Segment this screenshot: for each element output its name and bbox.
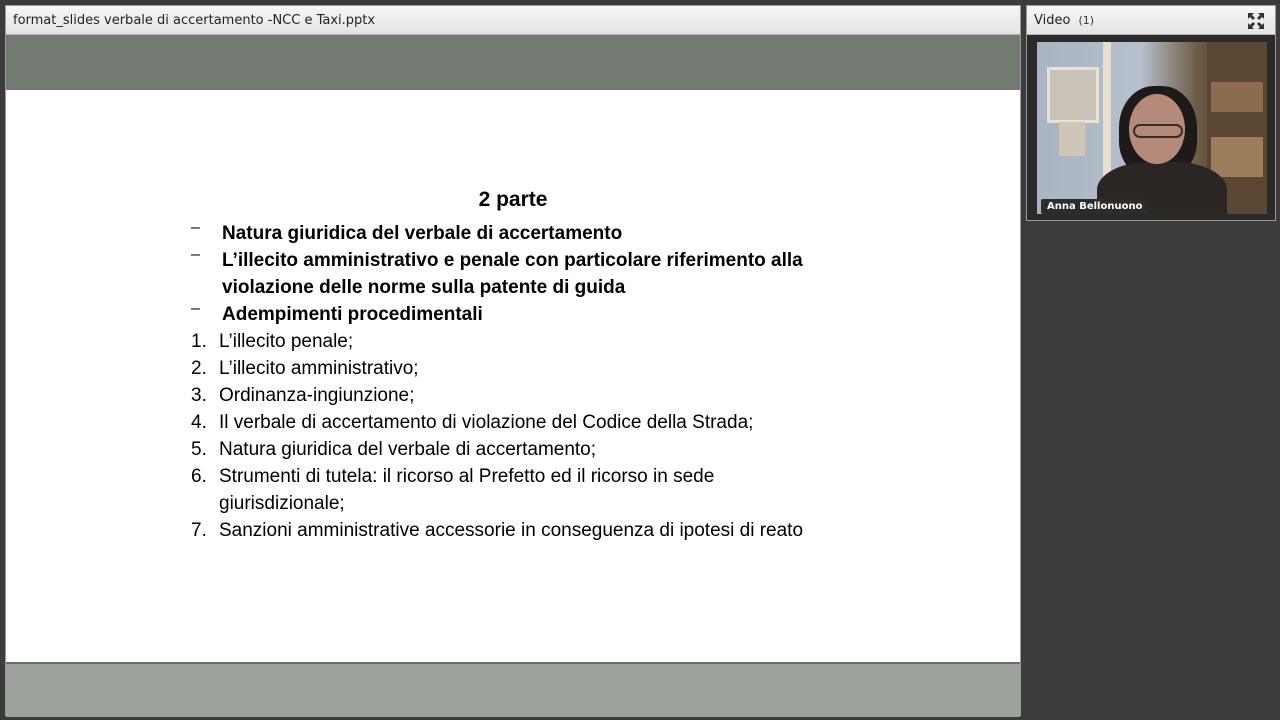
wall-frame: [1059, 122, 1085, 156]
video-pod-titlebar[interactable]: [1027, 6, 1275, 35]
slide: [6, 90, 1020, 662]
stage-top-area: [6, 36, 1020, 90]
books: [1211, 137, 1263, 177]
bullet-dash: –: [191, 300, 200, 317]
bullet-dash: –: [191, 219, 200, 236]
item-number: 3.: [191, 385, 207, 406]
video-pod-title: Video: [1034, 13, 1071, 28]
bullet-text: L’illecito amministrativo e penale con particolare riferimento alla violazione delle norme sulla patente di guida: [222, 250, 803, 298]
share-pod-title: format_slides verbale di accertamento -NCC e Taxi.pptx: [13, 13, 376, 28]
video-pod: [1026, 5, 1276, 221]
item-text: Sanzioni amministrative accessorie in conseguenza di ipotesi di reato: [219, 520, 804, 541]
item-number: 6.: [191, 466, 207, 487]
item-number: 4.: [191, 412, 207, 433]
participant-name-tag: Anna Bellonuono: [1041, 199, 1148, 214]
item-text: Natura giuridica del verbale di accertamento;: [219, 439, 597, 460]
item-text: L’illecito penale;: [219, 331, 354, 352]
share-pod-titlebar[interactable]: [6, 6, 1020, 35]
share-pod: [5, 5, 1021, 716]
wall-picture: [1047, 67, 1099, 123]
item-text: Il verbale di accertamento di violazione del Codice della Strada;: [219, 412, 754, 433]
glasses: [1133, 124, 1183, 138]
item-number: 1.: [191, 331, 207, 352]
item-text: Ordinanza-ingiunzione;: [219, 385, 415, 406]
item-text: Strumenti di tutela: il ricorso al Prefetto ed il ricorso in sede giurisdizionale;: [219, 466, 715, 514]
bullet-dash: –: [191, 246, 200, 263]
books: [1211, 82, 1263, 112]
item-text: L’illecito amministrativo;: [219, 358, 419, 379]
fullscreen-icon[interactable]: [1247, 12, 1265, 30]
item-number: 2.: [191, 358, 207, 379]
bullet-text: Natura giuridica del verbale di accertamento: [222, 223, 623, 244]
slide-title: 2 parte: [478, 188, 548, 211]
stage-bottom-area: [6, 662, 1020, 717]
item-number: 7.: [191, 520, 207, 541]
video-count: (1): [1078, 14, 1095, 27]
item-number: 5.: [191, 439, 207, 460]
bullet-text: Adempimenti procedimentali: [222, 304, 483, 325]
video-feed[interactable]: [1037, 42, 1267, 214]
